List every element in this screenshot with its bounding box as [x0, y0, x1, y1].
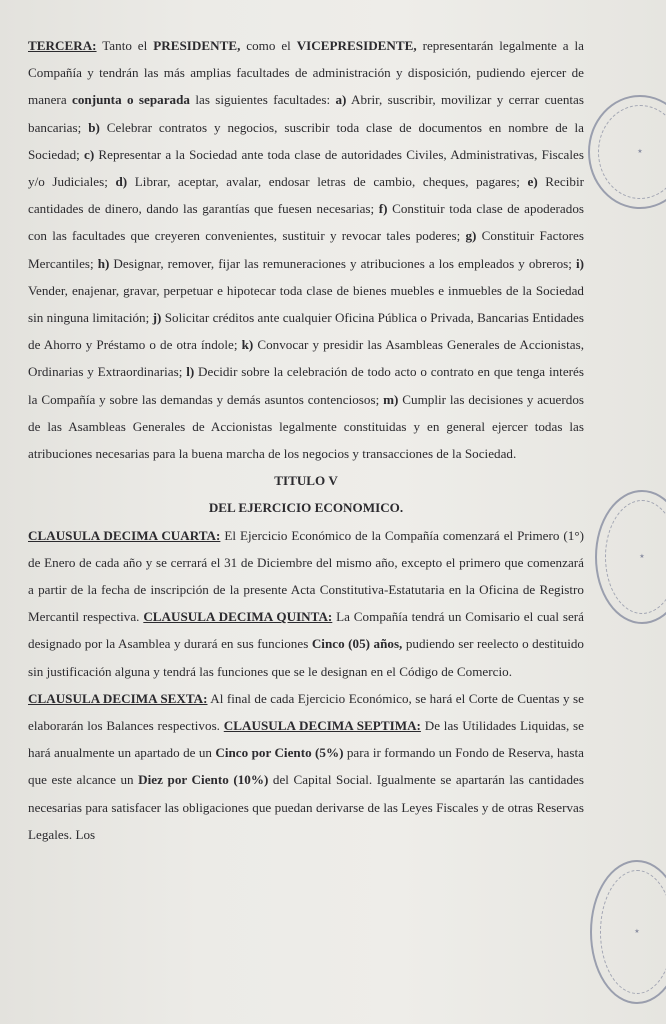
clausulas-paragraph [28, 522, 584, 848]
item-letter: g) [465, 228, 477, 244]
text-run: Convocar y presidir las Asambleas Generales de Accionistas, Ordinarias y Extraordinarias; [28, 337, 584, 380]
text-run: para ir formando un Fondo de Reserva, hasta que este alcance un [28, 745, 584, 788]
item-letter: a) [335, 92, 347, 108]
text-run: Celebrar contratos y negocios, suscribir toda clase de documentos en nombre de la Sociedad; [28, 119, 584, 162]
titulo-heading [28, 467, 584, 494]
text-run: Constituir toda clase de apoderados con las facultades que creyeren convenientes, sustituir y revocar tales poderes; [28, 201, 584, 244]
item-letter: d) [115, 174, 128, 190]
item-letter: k) [241, 337, 254, 353]
text-run: del Capital Social. Igualmente se apartarán las cantidades necesarias para satisfacer las obligaciones que puedan derivarse de las Leyes Fiscales y de otras Reservas Legales. Los [28, 772, 584, 842]
text-run: Vender, enajenar, gravar, perpetuar e hipotecar toda clase de bienes muebles e inmuebles de la Sociedad sin ninguna limitación; [28, 282, 584, 326]
text-run: De las Utilidades Liquidas, se hará anualmente un apartado de un [28, 718, 585, 761]
text-run: Solicitar créditos ante cualquier Oficina Pública o Privada, Bancarias Entidades de Ahorro y Préstamo o de otra índole; [28, 310, 585, 353]
text-run: Abrir, suscribir, movilizar y cerrar cuentas bancarias; [28, 92, 584, 135]
item-letter: h) [97, 255, 110, 271]
text-run: como el [240, 38, 297, 53]
clausula-tercera-heading: TERCERA: [28, 38, 97, 53]
text-run: pudiendo ser reelecto o destituido sin justificación alguna y tendrá las funciones que se le designan en el Código de Comercio. [28, 636, 584, 679]
document-body [28, 32, 584, 848]
official-seal-stamp: ★ [590, 860, 666, 1004]
text-run: representarán legalmente a la Compañía y tendrán las más amplias facultades de administración y disposición, pudiendo ejercer de manera [28, 38, 584, 108]
bold-run: Cinco (05) años, [311, 636, 403, 652]
text-run: Cumplir las decisiones y acuerdos de las Asambleas Generales de Accionistas legalmente constituidas y en general ejercer todas las atribuciones necesarias para la buena marcha de los negocios y transacciones de la Sociedad. [28, 391, 584, 462]
item-letter: m) [383, 391, 399, 407]
official-seal-stamp: ★ [588, 95, 666, 209]
bold-run: VICEPRESIDENTE, [296, 38, 417, 53]
text-run: Constituir Factores Mercantiles; [28, 228, 584, 271]
bold-run: Cinco por Ciento (5%) [215, 745, 344, 761]
bold-run: PRESIDENTE, [153, 38, 241, 53]
bold-run: conjunta o separada [72, 92, 190, 108]
item-letter: l) [186, 364, 195, 380]
titulo-name: DEL EJERCICIO ECONOMICO. [208, 500, 404, 516]
text-run: Decidir sobre la celebración de todo acto o contrato en que tenga interés la Compañía y sobre las demandas y demás asuntos contenciosos; [28, 364, 584, 407]
item-letter: i) [575, 255, 584, 271]
text-run: El Ejercicio Económico de la Compañía comenzará el Primero (1°) de Enero de cada año y se cerrará el 31 de Diciembre del mismo año, excepto el primero que comenzará a partir de la fecha de inscripción de la presente Acta Constitutiva-Estatutaria en la Oficina de Registro Mercantil respectiva. [28, 527, 584, 625]
text-run: Librar, aceptar, avalar, endosar letras de cambio, cheques, pagares; [127, 174, 528, 190]
bold-run: Diez por Ciento (10%) [138, 772, 269, 788]
clausula-tercera-paragraph [28, 32, 584, 467]
item-letter: c) [84, 146, 95, 162]
text-run: La Compañía tendrá un Comisario el cual será designado por la Asamblea y durará en sus funciones [28, 609, 584, 652]
item-letter: f) [378, 201, 388, 217]
text-run: Recibir cantidades de dinero, dando las garantías que fuesen necesarias; [28, 174, 584, 217]
text-run: Tanto el [96, 38, 154, 53]
item-letter: j) [152, 310, 162, 326]
item-letter: b) [88, 119, 100, 135]
clausula-15-heading: CLAUSULA DECIMA QUINTA: [143, 609, 333, 625]
titulo-subheading [28, 494, 584, 521]
titulo-number: TITULO V [274, 473, 338, 489]
item-letter: e) [527, 174, 538, 190]
clausula-17-heading: CLAUSULA DECIMA SEPTIMA: [223, 718, 421, 734]
clausula-16-heading: CLAUSULA DECIMA SEXTA: [28, 690, 208, 706]
text-run: Representar a la Sociedad ante toda clase de autoridades Civiles, Administrativas, Fiscales y/o Judiciales; [28, 146, 584, 190]
text-run: Designar, remover, fijar las remuneraciones y atribuciones a los empleados y obreros; [109, 255, 576, 271]
clausula-14-heading: CLAUSULA DECIMA CUARTA: [28, 527, 221, 543]
text-run: las siguientes facultades: [189, 92, 336, 108]
text-run: Al final de cada Ejercicio Económico, se hará el Corte de Cuentas y se elaborarán los Balances respectivos. [28, 690, 584, 734]
official-seal-stamp: ★ [595, 490, 666, 624]
